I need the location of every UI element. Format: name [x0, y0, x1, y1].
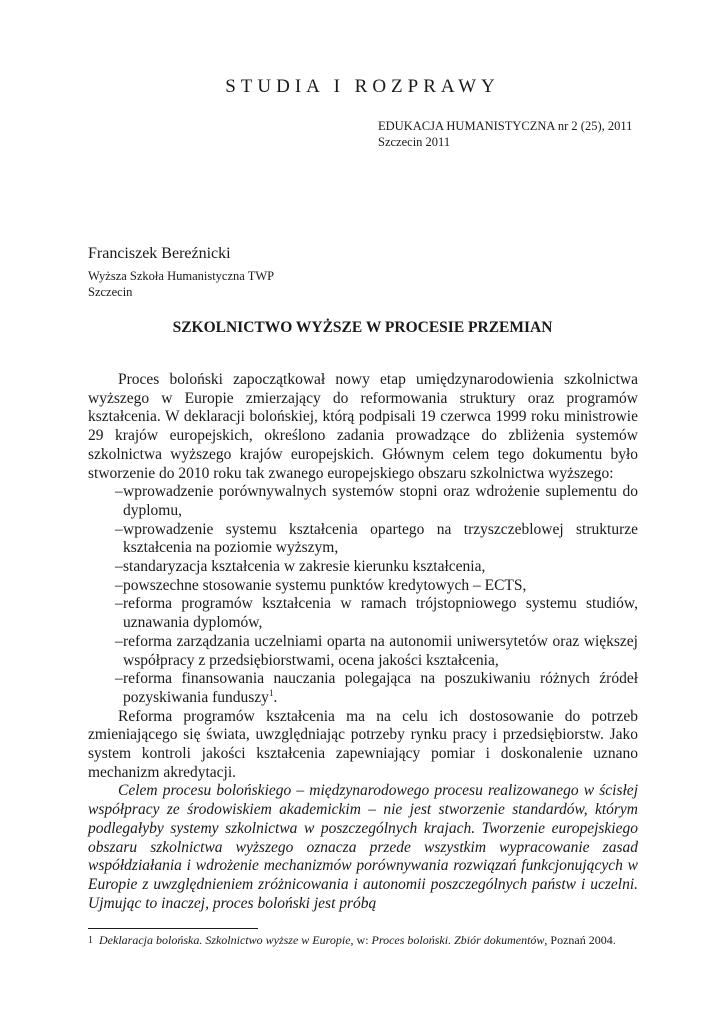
list-item-text: wprowadzenie systemu kształcenia opartego na trzyszczeblowej strukturze kształcenia na poziomie wyższym, — [123, 520, 638, 557]
author-institution: Wyższa Szkoła Humanistyczna TWP — [88, 269, 275, 283]
footnote-source: Proces boloński. Zbiór dokumentów — [371, 933, 545, 947]
journal-place-year: Szczecin 2011 — [378, 135, 451, 149]
author-block — [88, 244, 274, 300]
list-item-text: reforma zarządzania uczelniami oparta na autonomii uniwersytetów oraz większej współpracy z przedsiębiorstwami, ocena jakości kształcenia, — [123, 632, 638, 669]
footnote-tail: , Poznań 2004. — [544, 933, 616, 947]
journal-issue: EDUKACJA HUMANISTYCZNA nr 2 (25), 2011 — [378, 119, 633, 133]
list-item-text: powszechne stosowanie systemu punktów kredytowych – ECTS, — [123, 576, 527, 594]
author-affiliation — [88, 268, 274, 300]
footnote-number: 1 — [88, 935, 93, 946]
author-name: Franciszek Bereźnicki — [88, 245, 231, 262]
dash-marker: – — [115, 520, 123, 538]
footnote-in-label: , w: — [350, 933, 372, 947]
author-city: Szczecin — [88, 285, 133, 299]
bologna-aim-paragraph: Celem procesu bolońskiego – międzynarodowego procesu realizowanego w ścisłej współpracy ze środowiskiem akademickim – nie jest stworzenie standardów, którym podlegałyby systemy szkolnictwa w poszczególnych krajach. Tworzenie europejskiego obszaru szkolnictwa wyższego oznacza przede wszystkim wypracowanie zasad współdziałania i wdrożenie mechanizmów porównywania rozwiązań funkcjonujących w Europie z uwzględnieniem zróżnicowania i autonomii poszczególnych państw i uczelni. Ujmując to inaczej, proces boloński jest próbą — [88, 782, 638, 912]
article-body — [88, 371, 638, 913]
list-item — [88, 483, 638, 520]
article-title: SZKOLNICTWO WYŻSZE W PROCESIE PRZEMIAN — [172, 319, 553, 336]
list-item — [88, 577, 638, 596]
dash-marker: – — [115, 483, 123, 501]
journal-info — [378, 118, 632, 150]
list-item — [88, 595, 638, 632]
list-item-text: reforma finansowania nauczania polegająca na poszukiwaniu różnych źródeł pozyskiwania funduszy — [123, 670, 638, 706]
list-item-text-wrap: reforma finansowania nauczania polegająca na poszukiwaniu różnych źródeł pozyskiwania funduszy$^1$. — [123, 670, 638, 706]
intro-paragraph: Proces boloński zapoczątkował nowy etap umiędzynarodowienia szkolnictwa wyższego w Europie zmierzający do reformowania struktury oraz programów kształcenia. W deklaracji bolońskiej, którą podpisali 19 czerwca 1999 roku ministrowie 29 krajów europejskich, określono zadania prowadzące do zbliżenia systemów szkolnictwa wyższego krajów europejskich. Głównym celem tego dokumentu było stworzenie do 2010 roku tak zwanego europejskiego obszaru szkolnictwa wyższego: — [88, 371, 638, 482]
objectives-list — [88, 483, 638, 707]
footnote-ref: 1 — [268, 687, 274, 698]
dash-marker: – — [115, 558, 123, 576]
dash-marker: – — [115, 632, 123, 650]
reform-paragraph: Reforma programów kształcenia ma na celu ich dostosowanie do potrzeb zmieniającego się świata, uwzględniając potrzeby rynku pracy i przedsiębiorstw. Jako system kontroli jakości kształcenia zapewniający pomiar i doskonalenie uznano mechanizm akredytacji. — [88, 707, 638, 781]
dash-marker: – — [115, 670, 123, 688]
section-heading: STUDIA I ROZPRAWY — [225, 76, 500, 97]
list-item-text: reforma programów kształcenia w ramach trójstopniowego systemu studiów, uznawania dyplomów, — [123, 595, 638, 632]
list-item — [88, 670, 638, 707]
list-item — [88, 633, 638, 670]
footnote — [88, 933, 648, 948]
list-item — [88, 558, 638, 577]
footnote-separator — [88, 928, 258, 929]
list-item-text: standaryzacja kształcenia w zakresie kierunku kształcenia, — [123, 558, 486, 576]
list-item-text: wprowadzenie porównywalnych systemów stopni oraz wdrożenie suplementu do dyplomu, — [123, 483, 638, 519]
list-item — [88, 521, 638, 558]
dash-marker: – — [115, 595, 123, 613]
dash-marker: – — [115, 576, 123, 594]
footnote-title: Deklaracja bolońska. Szkolnictwo wyższe w Europie — [99, 933, 351, 947]
